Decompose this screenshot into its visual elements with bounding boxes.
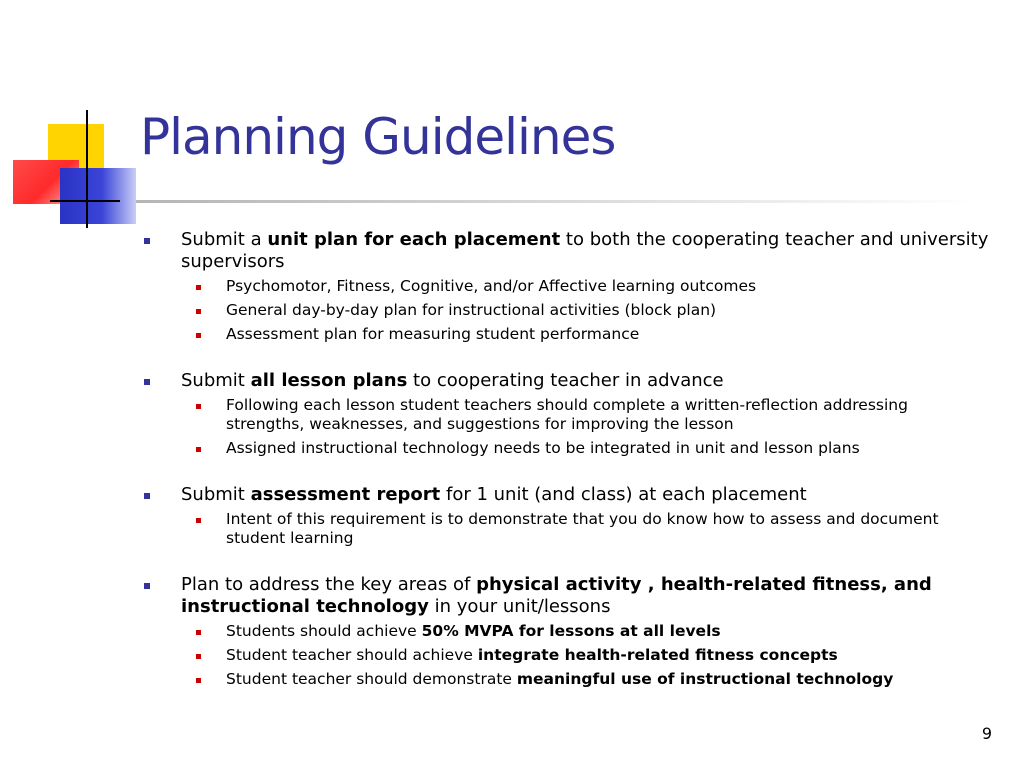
bullet-text-bold: physical activity , health-related fitness, and instructional technology	[181, 574, 932, 617]
slide-title: Planning Guidelines	[140, 108, 616, 166]
secondary-bullet	[140, 510, 990, 548]
sub-bullet-list	[140, 622, 990, 689]
secondary-bullet	[140, 646, 990, 665]
bullet-text-pre: Submit	[181, 484, 251, 505]
title-divider	[136, 200, 976, 203]
bullet-text-bold: unit plan for each placement	[267, 229, 561, 250]
overlapping-squares-logo-icon	[0, 0, 150, 240]
secondary-bullet-marker-icon	[196, 518, 201, 523]
sub-bullet-list	[140, 396, 990, 458]
bullet-text-bold: all lesson plans	[250, 370, 408, 391]
secondary-bullet	[140, 277, 990, 296]
primary-bullet	[140, 370, 990, 392]
secondary-bullet	[140, 301, 990, 320]
sub-bullet-text-bold: 50% MVPA for lessons at all levels	[421, 622, 721, 640]
bullet-text-post: in your unit/lessons	[428, 596, 611, 617]
sub-bullet-text: Assessment plan for measuring student performance	[226, 325, 640, 343]
primary-bullet	[140, 574, 990, 618]
sub-bullet-text-bold: meaningful use of instructional technology	[516, 670, 894, 688]
secondary-bullet	[140, 670, 990, 689]
primary-bullet-marker-icon	[144, 238, 150, 244]
secondary-bullet	[140, 622, 990, 641]
sub-bullet-list	[140, 277, 990, 344]
bullet-list	[140, 229, 990, 694]
secondary-bullet-marker-icon	[196, 309, 201, 314]
bullet-group	[140, 370, 990, 458]
logo-vertical-line	[86, 110, 88, 228]
sub-bullet-text: Psychomotor, Fitness, Cognitive, and/or Affective learning outcomes	[226, 277, 757, 295]
sub-bullet-text: Assigned instructional technology needs to be integrated in unit and lesson plans	[226, 439, 860, 457]
secondary-bullet-marker-icon	[196, 447, 201, 452]
sub-bullet-text-pre: Student teacher should achieve	[226, 646, 478, 664]
sub-bullet-text-pre: Students should achieve	[226, 622, 422, 640]
sub-bullet-text-bold: integrate health-related fitness concepts	[477, 646, 838, 664]
bullet-text-post: for 1 unit (and class) at each placement	[440, 484, 807, 505]
secondary-bullet-marker-icon	[196, 678, 201, 683]
sub-bullet-text-pre: Student teacher should demonstrate	[226, 670, 517, 688]
secondary-bullet-marker-icon	[196, 285, 201, 290]
bullet-text-post: to cooperating teacher in advance	[407, 370, 724, 391]
sub-bullet-text: Following each lesson student teachers should complete a written-reflection addressing strengths, weaknesses, and suggestions for improving the lesson	[226, 396, 908, 433]
bullet-text-pre: Submit a	[181, 229, 268, 250]
page-number: 9	[981, 724, 992, 743]
secondary-bullet	[140, 396, 990, 434]
secondary-bullet-marker-icon	[196, 333, 201, 338]
bullet-group	[140, 574, 990, 689]
secondary-bullet	[140, 439, 990, 458]
bullet-text-pre: Submit	[181, 370, 251, 391]
primary-bullet	[140, 229, 990, 273]
secondary-bullet-marker-icon	[196, 654, 201, 659]
logo-horizontal-line	[50, 200, 120, 202]
primary-bullet	[140, 484, 990, 506]
secondary-bullet-marker-icon	[196, 404, 201, 409]
secondary-bullet-marker-icon	[196, 630, 201, 635]
bullet-text-post: to both the cooperating teacher and university supervisors	[181, 229, 989, 272]
bullet-text-bold: assessment report	[250, 484, 441, 505]
secondary-bullet	[140, 325, 990, 344]
sub-bullet-text: General day-by-day plan for instructional activities (block plan)	[226, 301, 717, 319]
bullet-text-pre: Plan to address the key areas of	[181, 574, 477, 595]
logo-blue-square	[60, 168, 136, 224]
bullet-group	[140, 484, 990, 548]
bullet-group	[140, 229, 990, 344]
primary-bullet-marker-icon	[144, 379, 150, 385]
sub-bullet-text: Intent of this requirement is to demonstrate that you do know how to assess and document student learning	[226, 510, 939, 547]
primary-bullet-marker-icon	[144, 583, 150, 589]
primary-bullet-marker-icon	[144, 493, 150, 499]
sub-bullet-list	[140, 510, 990, 548]
